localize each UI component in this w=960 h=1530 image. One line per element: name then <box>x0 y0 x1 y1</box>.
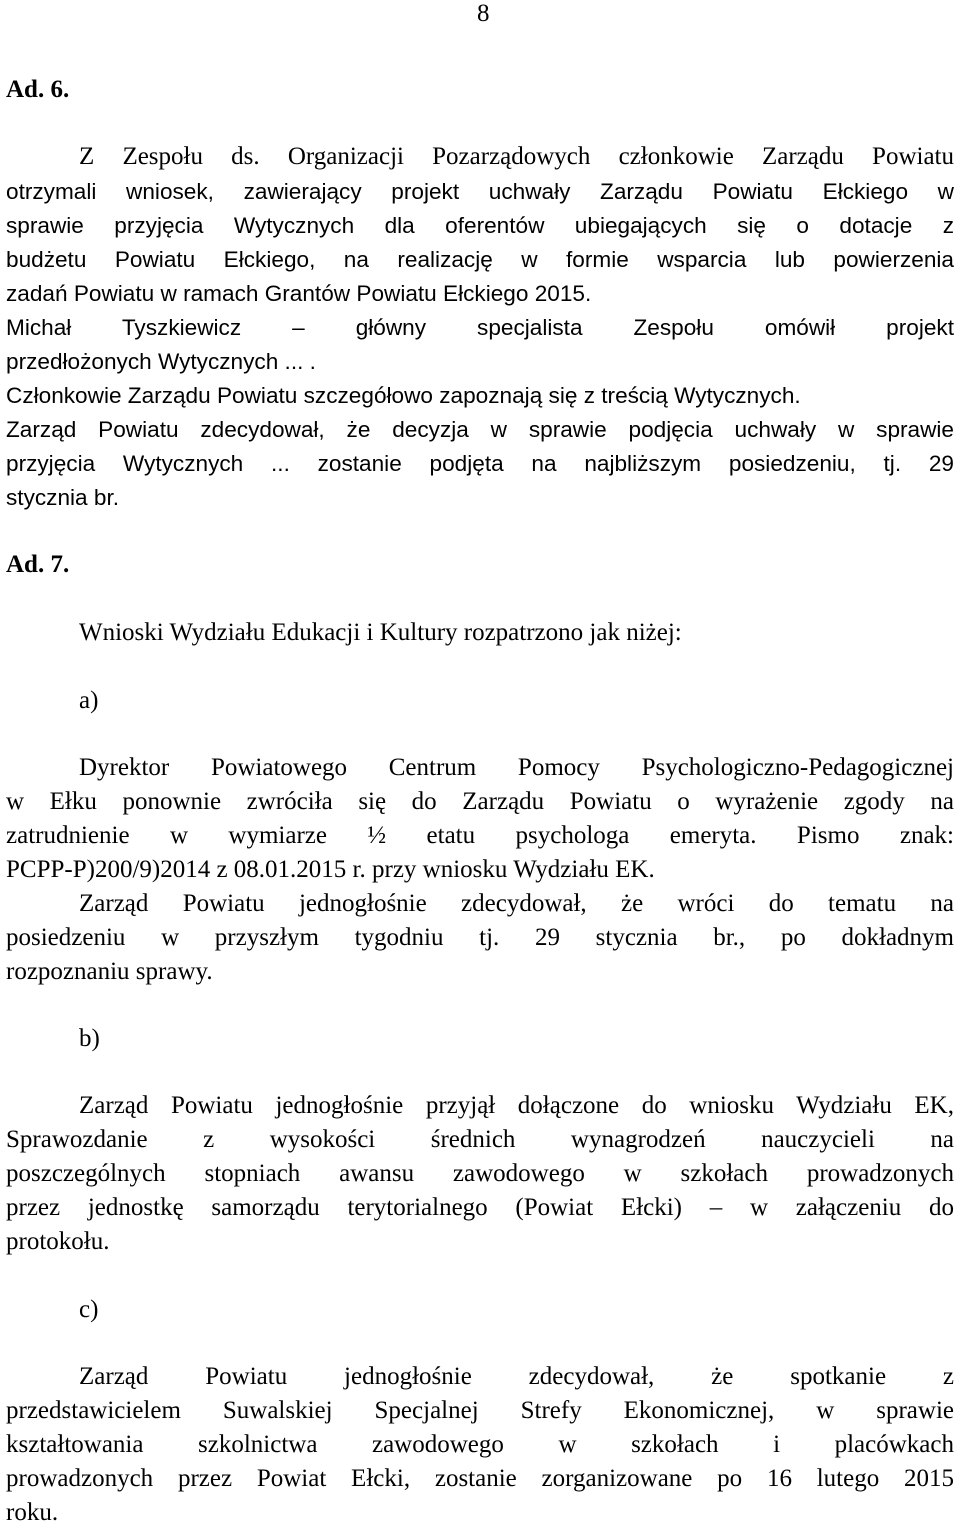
item-c-line-3: kształtowania szkolnictwa zawodowego w szkołach i placówkach <box>6 1431 954 1458</box>
item-a-line-2: w Ełku ponownie zwróciła się do Zarządu Powiatu o wyrażenie zgody na <box>6 788 954 815</box>
page-number: 8 <box>477 0 490 27</box>
item-a-line-1 <box>6 751 954 785</box>
ad6-line-9: Zarząd Powiatu zdecydował, że decyzja w sprawie podjęcia uchwały w sprawie <box>6 417 954 442</box>
ad6-line-4: budżetu Powiatu Ełckiego, na realizację w formie wsparcia lub powierzenia <box>6 247 954 272</box>
ad6-line-2: otrzymali wniosek, zawierający projekt uchwały Zarządu Powiatu Ełckiego w <box>6 179 954 204</box>
item-a-line-6: posiedzeniu w przyszłym tygodniu tj. 29 stycznia br., po dokładnym <box>6 924 954 951</box>
item-b-line-5: protokołu. <box>6 1228 110 1255</box>
ad7-intro-text: Wnioski Wydziału Edukacji i Kultury rozpatrzono jak niżej: <box>79 619 682 646</box>
item-a-line-3: zatrudnienie w wymiarze ½ etatu psychologa emeryta. Pismo znak: <box>6 822 954 849</box>
item-label-a: a) <box>79 687 99 714</box>
item-c-line-2: przedstawicielem Suwalskiej Specjalnej Strefy Ekonomicznej, w sprawie <box>6 1397 954 1424</box>
ad6-line-1 <box>6 140 954 174</box>
item-b-line-1 <box>6 1089 954 1123</box>
section-heading-ad6: Ad. 6. <box>6 76 70 103</box>
ad6-line-7: przedłożonych Wytycznych ... . <box>6 349 316 374</box>
item-a-line-4: PCPP-P)200/9)2014 z 08.01.2015 r. przy wniosku Wydziału EK. <box>6 856 655 883</box>
item-label-c: c) <box>79 1296 99 1323</box>
item-a-line-5 <box>6 887 954 921</box>
section-heading-ad7: Ad. 7. <box>6 551 70 578</box>
ad6-line-3: sprawie przyjęcia Wytycznych dla oferentów ubiegających się o dotacje z <box>6 213 954 238</box>
item-c-line-1 <box>6 1360 954 1394</box>
ad6-paragraph-sans <box>6 175 954 515</box>
item-b-line-1-text: Zarząd Powiatu jednogłośnie przyjął dołączone do wniosku Wydziału EK, <box>79 1092 954 1119</box>
item-label-b: b) <box>79 1025 100 1052</box>
item-b-line-4: przez jednostkę samorządu terytorialnego (Powiat Ełcki) – w załączeniu do <box>6 1194 954 1221</box>
item-c-paragraph <box>6 1360 954 1530</box>
item-a-line-5-text: Zarząd Powiatu jednogłośnie zdecydował, że wróci do tematu na <box>79 890 954 917</box>
ad6-line-5: zadań Powiatu w ramach Grantów Powiatu Ełckiego 2015. <box>6 281 592 306</box>
item-c-line-5: roku. <box>6 1499 59 1526</box>
ad7-intro-line <box>6 616 954 650</box>
item-c-line-4: prowadzonych przez Powiat Ełcki, zostanie zorganizowane po 16 lutego 2015 <box>6 1465 954 1492</box>
ad6-line-11: stycznia br. <box>6 485 120 510</box>
item-a-line-7: rozpoznaniu sprawy. <box>6 958 213 985</box>
item-b-paragraph <box>6 1089 954 1259</box>
item-b-line-2: Sprawozdanie z wysokości średnich wynagrodzeń nauczycieli na <box>6 1126 954 1153</box>
ad6-line-6: Michał Tyszkiewicz – główny specjalista Zespołu omówił projekt <box>6 315 954 340</box>
ad7-intro <box>6 616 954 650</box>
item-c-line-1-text: Zarząd Powiatu jednogłośnie zdecydował, że spotkanie z <box>79 1363 954 1390</box>
ad6-line-10: przyjęcia Wytycznych ... zostanie podjęta na najbliższym posiedzeniu, tj. 29 <box>6 451 954 476</box>
ad6-line-8: Członkowie Zarządu Powiatu szczegółowo zapoznają się z treścią Wytycznych. <box>6 383 801 408</box>
item-b-line-3: poszczególnych stopniach awansu zawodowego w szkołach prowadzonych <box>6 1160 954 1187</box>
ad6-paragraph-1 <box>6 140 954 174</box>
item-a-line-1-text: Dyrektor Powiatowego Centrum Pomocy Psychologiczno-Pedagogicznej <box>79 754 954 781</box>
ad6-line-1-text: Z Zespołu ds. Organizacji Pozarządowych członkowie Zarządu Powiatu <box>79 143 954 170</box>
item-a-paragraph <box>6 751 954 989</box>
